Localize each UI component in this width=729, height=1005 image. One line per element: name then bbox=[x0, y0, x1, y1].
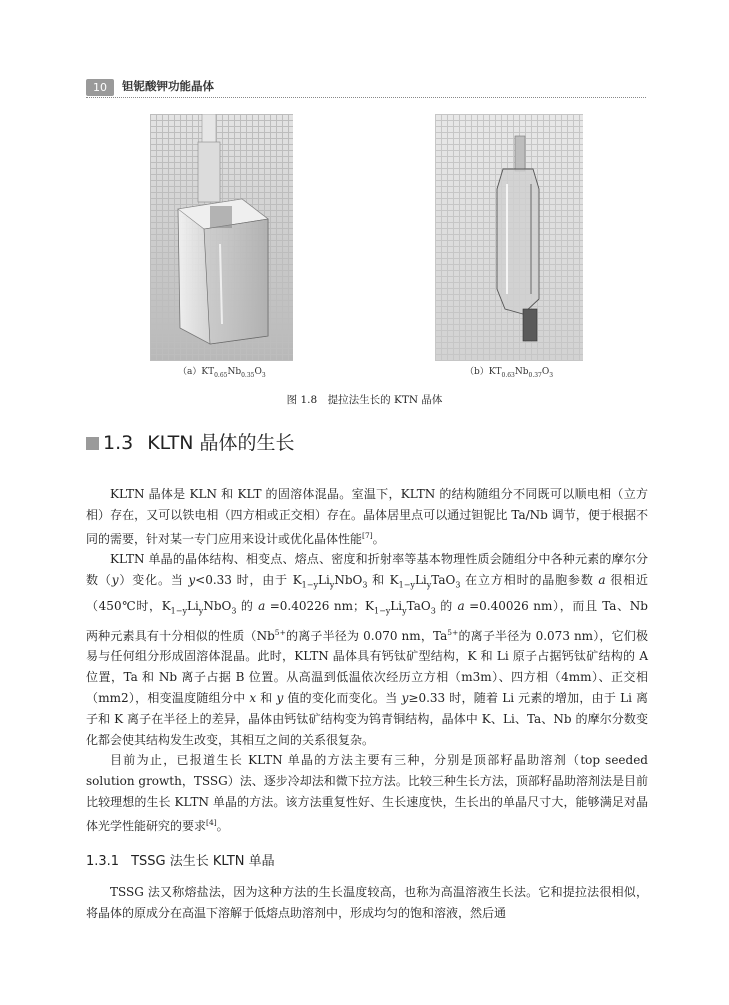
crystal-photo-a bbox=[150, 114, 293, 361]
running-header bbox=[86, 77, 646, 99]
subcaption-b: $(b)KT_{0.63}Nb_{0.37}O_3$ bbox=[465, 367, 554, 379]
paragraph-2: KLTN 单晶的晶体结构、相变点、熔点、密度和折射率等基本物理性质会随组分中各种元素的摩尔分数（y）变化。当 y<0.33 时，由于 $K_{1-y}Li_yNbO_3$ 和 $K_{1-y}Li_yTaO_3$ 在立方相时的晶胞参数 a 很相近（450℃时，$K_{1-y}Li_yNbO_3$ 的 a =0.40226 nm；$K_{1-y}Li_yTaO_3$ 的 a =0.40026 nm），而且 Ta、Nb 两种元素具有十分相似的性质（$Nb^{5+}$的离子半径为 0.070 nm，$Ta^{5+}$的离子半径为 0.073 nm），它们极易与任何组分形成固溶体混晶。此时，KLTN 晶体具有钙钛矿型结构，K 和 Li 原子占据钙钛矿结构的 A 位置，Ta 和 Nb 离子占据 B 位置。从高温到低温依次经历立方相（m3m）、四方相（4mm）、正交相（mm2），相变温度随组分中 x 和 y 值的变化而变化。当 y≥0.33 时，随着 Li 元素的增加，由于 Li 离子和 K 离子在半径上的差异，晶体由钙钛矿结构变为钨青铜结构，晶体中 K、Li、Ta、Nb 的摩尔分数变化都会使其结构发生改变，其相互之间的关系很复杂。 bbox=[86, 552, 648, 747]
book-title: 钽铌酸钾功能晶体 bbox=[122, 79, 214, 93]
paragraph-4: TSSG 法又称熔盐法，因为这种方法的生长温度较高，也称为高温溶液生长法。它和提拉法很相似，将晶体的原成分在高温下溶解于低熔点助溶剂中，形成均匀的饱和溶液，然后通 bbox=[86, 885, 648, 920]
page-number-badge: 10 bbox=[86, 79, 114, 96]
section-heading bbox=[86, 428, 295, 458]
subsection-heading bbox=[86, 850, 275, 869]
header-divider bbox=[86, 97, 646, 98]
crystal-a-illustration bbox=[150, 114, 293, 361]
section-marker-icon bbox=[86, 437, 99, 450]
subsection-title-text: TSSG 法生长 KLTN 单晶 bbox=[131, 854, 275, 869]
section-title-text: KLTN 晶体的生长 bbox=[147, 432, 295, 454]
figure-caption: 图 1.8 提拉法生长的 KTN 晶体 bbox=[286, 394, 443, 406]
paragraph-3: 目前为止，已报道生长 KLTN 单晶的方法主要有三种，分别是顶部籽晶助溶剂（top seeded solution growth，TSSG）法、逐步冷却法和微下拉方法。比较三种生长方法，顶部籽晶助溶剂法是目前比较理想的生长 KLTN 单晶的方法。该方法重复性好、生长速度快，生长出的单晶尺寸大，能够满足对晶体光学性能研究的要求[4]。 bbox=[86, 753, 648, 833]
subcaption-a: $(a)KT_{0.65}Nb_{0.35}O_3$ bbox=[178, 367, 266, 379]
subsection-body bbox=[86, 882, 648, 924]
paragraph-1: KLTN 晶体是 KLN 和 KLT 的固溶体混晶。室温下，KLTN 的结构随组分不同既可以顺电相（立方相）存在，又可以铁电相（四方相或正交相）存在。晶体居里点可以通过钽铌比 Ta/Nb 调节，便于根据不同的需要，针对某一专门应用来设计或优化晶体性能[7]。 bbox=[86, 487, 648, 546]
crystal-b-illustration bbox=[435, 114, 583, 361]
section-body bbox=[86, 484, 648, 837]
subsection-number: 1.3.1 bbox=[86, 854, 120, 869]
section-number: 1.3 bbox=[103, 432, 134, 454]
crystal-photo-b bbox=[435, 114, 583, 361]
